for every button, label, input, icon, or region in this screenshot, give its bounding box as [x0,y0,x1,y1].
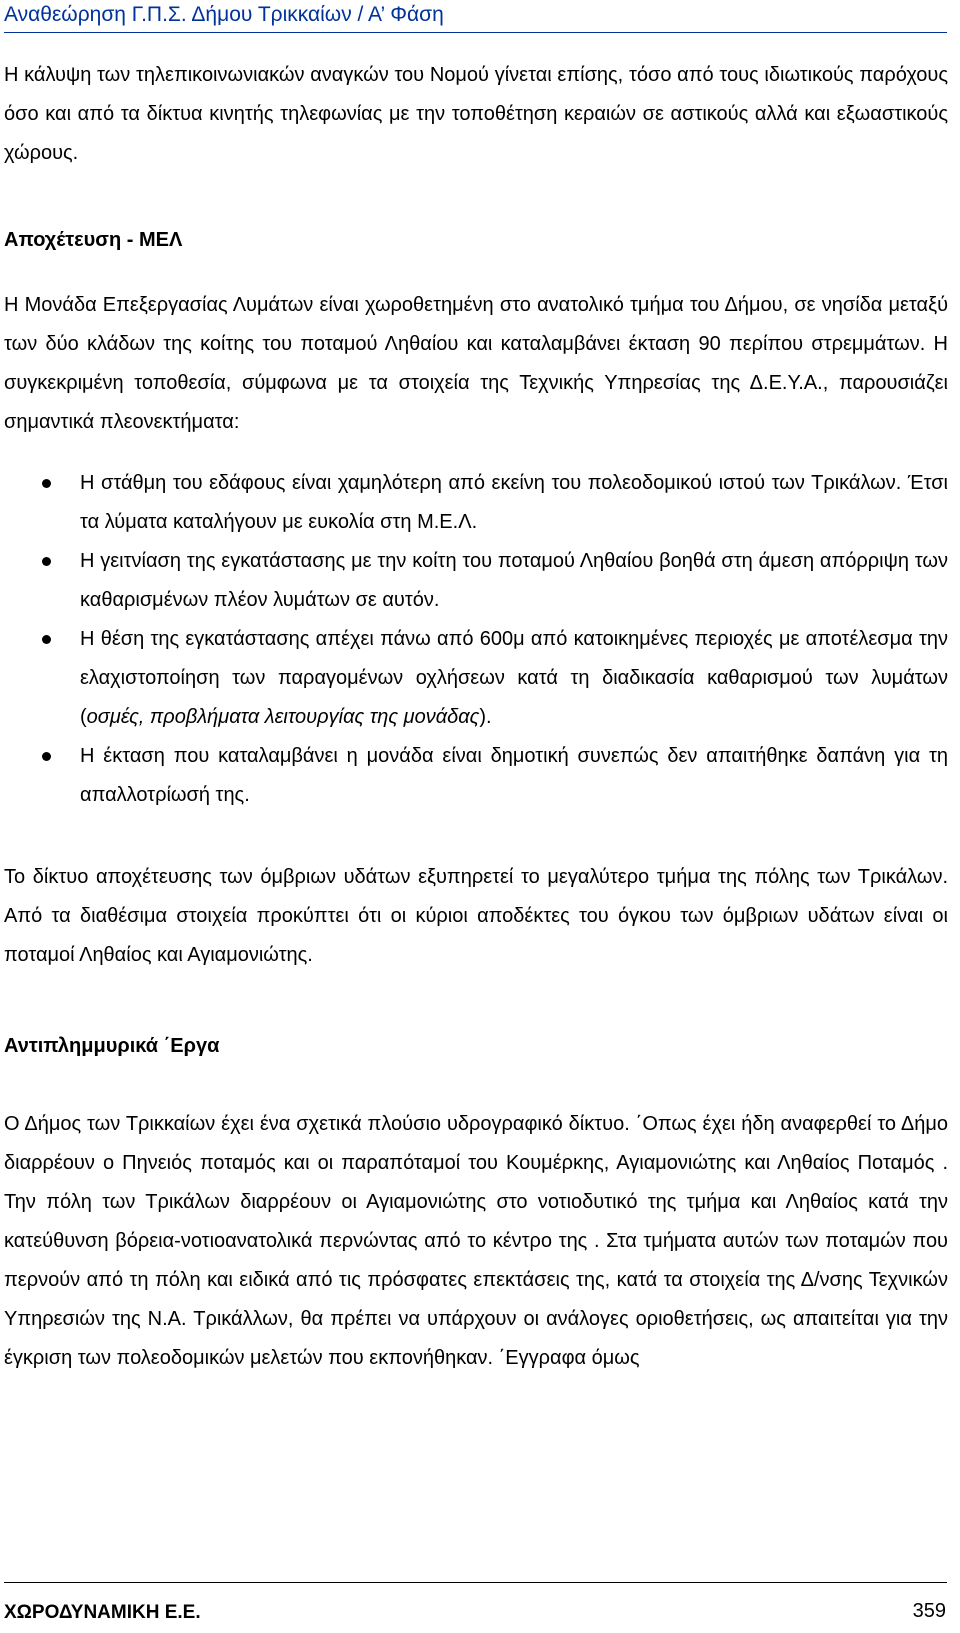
list-item-text-after: ). [479,706,492,728]
heading-drainage: Αποχέτευση - ΜΕΛ [4,229,183,251]
page-number: 359 [912,1600,946,1622]
list-item-text: Η στάθμη του εδάφους είναι χαμηλότερη από εκείνη του πολεοδομικού ιστού των Τρικάλων. Έτσι τα λύματα καταλήγουν με ευκολία στη Μ.Ε.Λ. [80,472,948,533]
advantages-list [4,464,948,815]
paragraph-treatment-plant: Η Μονάδα Επεξεργασίας Λυμάτων είναι χωροθετημένη στο ανατολικό τμήμα του Δήμου, σε νησίδα μεταξύ των δύο κλάδων της κοίτης του ποταμού Ληθαίου και καταλαμβάνει έκταση 90 περίπου στρεμμάτων. Η συγκεκριμένη τοποθεσία, σύμφωνα με τα στοιχεία της Τεχνικής Υπηρεσίας της Δ.Ε.Υ.Α., παρουσιάζει σημαντικά πλεονεκτήματα: [4,294,948,433]
heading-flood-works: Αντιπλημμυρικά ΄Εργα [4,1035,220,1057]
list-item-emphasis: οσμές, προβλήματα λειτουργίας της μονάδας [86,706,480,728]
list-item [4,542,948,620]
bullet-icon [42,557,51,566]
bullet-icon [42,479,51,488]
footer-company: ΧΩΡΟΔΥΝΑΜΙΚΗ Ε.Ε. [4,1602,201,1623]
list-item [4,620,948,737]
list-item [4,737,948,815]
list-item-text: Η γειτνίαση της εγκατάστασης με την κοίτη του ποταμού Ληθαίου βοηθά στη άμεση απόρριψη των καθαρισμένων πλέον λυμάτων σε αυτόν. [80,550,948,611]
footer-divider [4,1582,947,1583]
bullet-icon [42,635,51,644]
document-body [4,48,948,1378]
paragraph-stormwater: Το δίκτυο αποχέτευσης των όμβριων υδάτων εξυπηρετεί το μεγαλύτερο τμήμα της πόλης των Τρικάλων. Από τα διαθέσιμα στοιχεία προκύπτει ότι οι κύριοι αποδέκτες του όγκου των όμβριων υδάτων είναι οι ποταμοί Ληθαίος και Αγιαμονιώτης. [4,866,948,966]
list-item [4,464,948,542]
list-item-text-before: Η θέση της εγκατάστασης απέχει πάνω από 600μ από κατοικημένες περιοχές με αποτέλεσμα την ελαχιστοποίηση των παραγομένων οχλήσεων κατά τη διαδικασία καθαρισμού των λυμάτων ( [80,628,948,728]
list-item-text: Η έκταση που καταλαμβάνει η μονάδα είναι δημοτική συνεπώς δεν απαιτήθηκε δαπάνη για τη απαλλοτρίωσή της. [80,745,948,806]
paragraph-hydrography: Ο Δήμος των Τρικκαίων έχει ένα σχετικά πλούσιο υδρογραφικό δίκτυο. ΄Οπως έχει ήδη αναφερθεί το Δήμο διαρρέουν ο Πηνειός ποταμός και οι παραπόταμοί του Κουμέρκης, Αγιαμονιώτης και Ληθαίος Ποταμός . Την πόλη των Τρικάλων διαρρέουν οι Αγιαμονιώτης στο νοτιοδυτικό της τμήμα και Ληθαίος κατά την κατεύθυνση βόρεια-νοτιοανατολικά περνώντας από το κέντρο της . Στα τμήματα αυτών των ποταμών που περνούν από τη πόλη και ειδικά από τις πρόσφατες επεκτάσεις της, κατά τα στοιχεία της Δ/νσης Τεχνικών Υπηρεσιών της Ν.Α. Τρικάλλων, θα πρέπει να υπάρχουν οι ανάλογες οριοθετήσεις, ως απαιτείται για την έγκριση των πολεοδομικών μελετών που εκπονήθηκαν. ΄Εγγραφα όμως [4,1113,948,1369]
paragraph-telecom: Η κάλυψη των τηλεπικοινωνιακών αναγκών του Νομού γίνεται επίσης, τόσο από τους ιδιωτικούς παρόχους όσο και από τα δίκτυα κινητής τηλεφωνίας με την τοποθέτηση κεραιών σε αστικούς αλλά και εξωαστικούς χώρους. [4,64,948,164]
bullet-icon [42,752,51,761]
running-header: Αναθεώρηση Γ.Π.Σ. Δήμου Τρικκαίων / Α’ Φάση [4,0,947,33]
